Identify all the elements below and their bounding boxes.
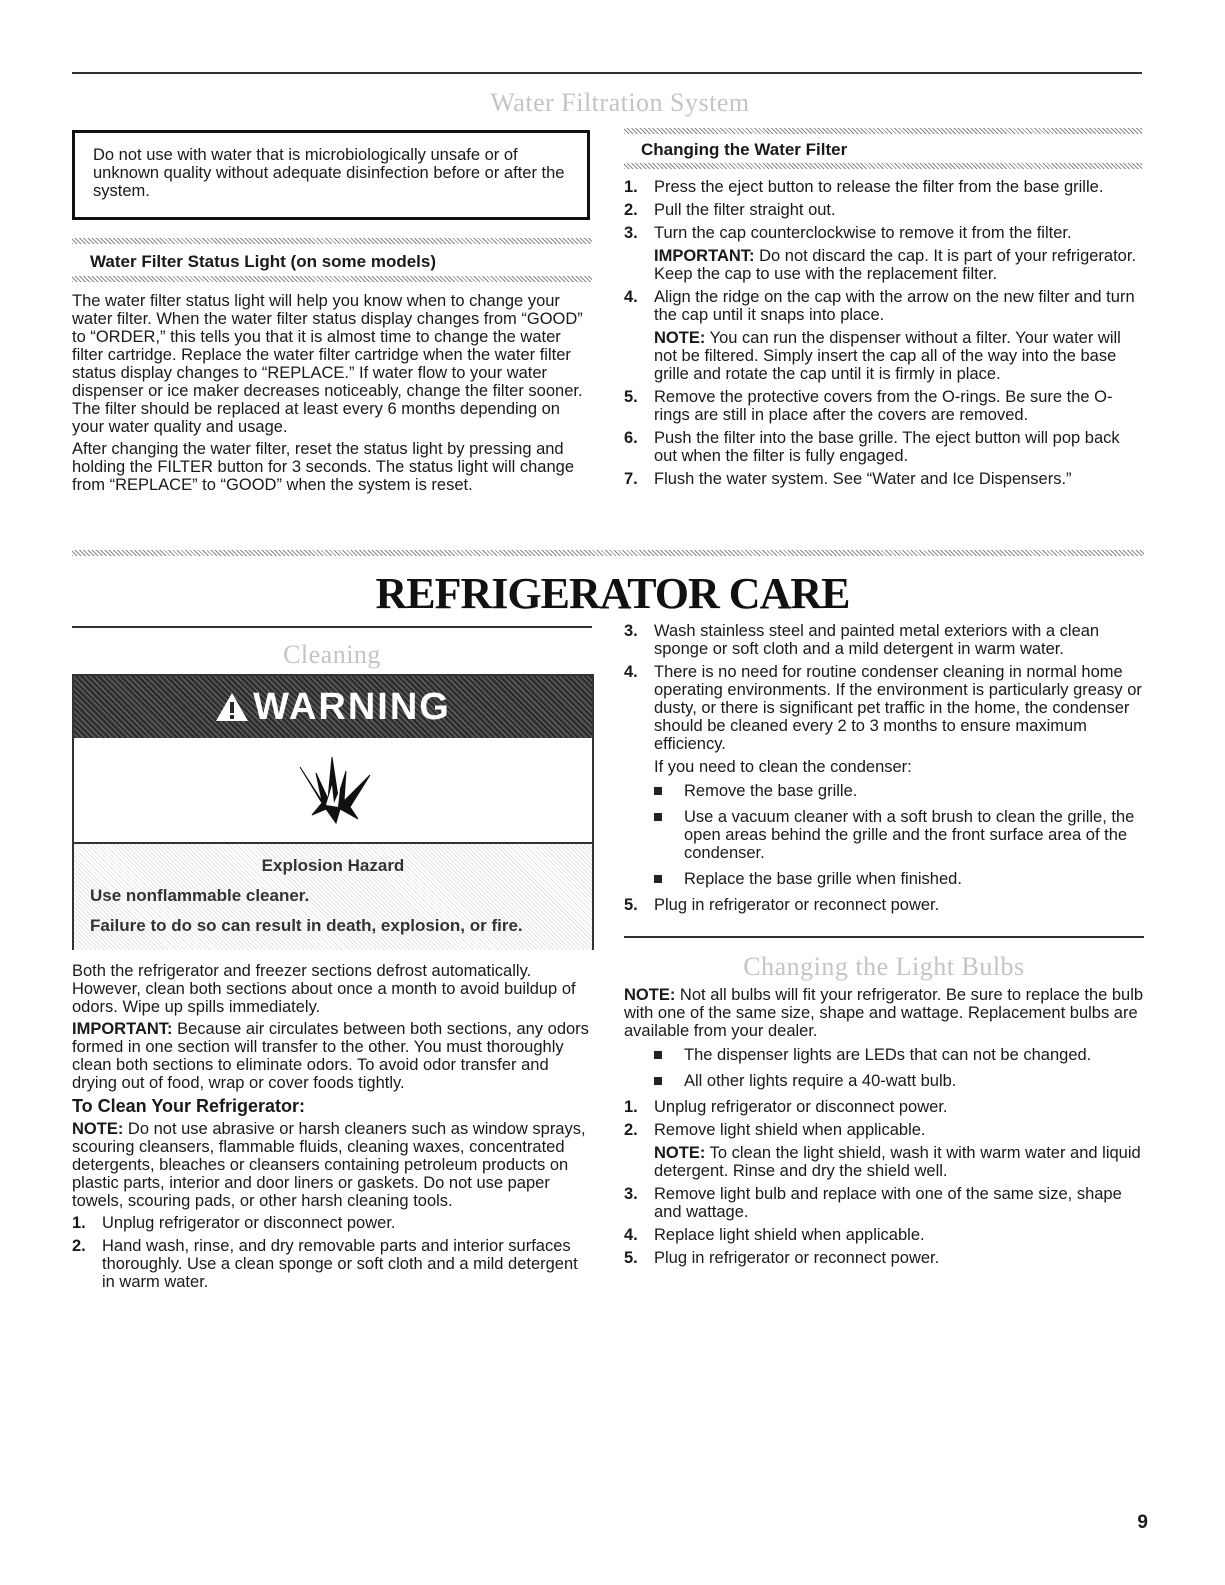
divider bbox=[72, 238, 592, 244]
hazard-title: Explosion Hazard bbox=[261, 856, 405, 875]
cleaning-title: Cleaning bbox=[283, 640, 381, 669]
warning-box bbox=[72, 674, 594, 950]
light-bulbs-rule bbox=[624, 936, 1144, 938]
light-bulbs-text bbox=[624, 986, 1144, 1272]
changing-filter-steps bbox=[624, 178, 1146, 493]
section-divider bbox=[72, 550, 1144, 556]
divider bbox=[72, 276, 592, 282]
bullet-item: Replace the base grille when finished. bbox=[624, 870, 1144, 888]
list-item: 3. Turn the cap counterclockwise to remove it from the filter. IMPORTANT: Do not discard the cap. It is part of your refrigerator. Keep the cap to use with the replacement filter. bbox=[624, 224, 1146, 283]
bullet-item: The dispenser lights are LEDs that can not be changed. bbox=[624, 1046, 1144, 1064]
status-light-para2: After changing the water filter, reset the status light by pressing and holding the FILTER button for 3 seconds. The status light will change from “REPLACE” to “GOOD” when the system is reset. bbox=[72, 440, 575, 494]
status-light-para1: The water filter status light will help you know when to change your water filter. When the water filter status display changes from “GOOD” to “ORDER,” this tells you that it is almost time to change the water filter cartridge. Replace the water filter cartridge when the water filter status display changes to “REPLACE.” If water flow to your water dispenser or ice maker decreases noticeably, change the filter sooner. The filter should be replaced at least every 6 months depending on your water quality and usage. bbox=[72, 292, 583, 436]
light-bulbs-note: NOTE: Not all bulbs will fit your refrigerator. Be sure to replace the bulb with one of the same size, shape and wattage. Replacement bulbs are available from your dealer. bbox=[624, 986, 1144, 1040]
warning-label: WARNING bbox=[253, 685, 451, 728]
to-clean-heading: To Clean Your Refrigerator: bbox=[72, 1096, 306, 1116]
list-item: 7. Flush the water system. See “Water and Ice Dispensers.” bbox=[624, 470, 1072, 488]
condenser-bullets bbox=[624, 782, 1144, 888]
list-item: 2. Hand wash, rinse, and dry removable parts and interior surfaces thoroughly. Use a clean sponge or soft cloth and a mild detergent in warm water. bbox=[72, 1237, 578, 1291]
light-bulbs-bullets bbox=[624, 1046, 1144, 1090]
list-item: 1. Unplug refrigerator or disconnect power. bbox=[72, 1214, 396, 1232]
light-bulbs-title: Changing the Light Bulbs bbox=[743, 952, 1025, 981]
warning-text bbox=[74, 844, 592, 950]
step-note: IMPORTANT: Do not discard the cap. It is part of your refrigerator. Keep the cap to use with the replacement filter. bbox=[654, 247, 1137, 283]
bullet-item: Remove the base grille. bbox=[624, 782, 1144, 800]
refrigerator-care-title: REFRIGERATOR CARE bbox=[375, 569, 850, 618]
divider bbox=[624, 128, 1142, 134]
step-note: NOTE: To clean the light shield, wash it with warm water and liquid detergent. Rinse and dry the shield well. bbox=[654, 1144, 1141, 1180]
cleaning-steps bbox=[72, 1214, 594, 1291]
warning-triangle-icon bbox=[215, 691, 249, 723]
divider bbox=[624, 163, 1142, 169]
list-item: 3. Remove light bulb and replace with one of the same size, shape and wattage. bbox=[624, 1185, 1122, 1221]
cleaning-text bbox=[72, 962, 594, 1296]
list-item: 4. There is no need for routine condenser cleaning in normal home operating environments. If the environment is particularly greasy or dusty, or there is significant pet traffic in the home, the condenser should be cleaned every 2 to 3 months to ensure maximum efficiency. If you need to clean the condenser: Remove the base grille. Use a vacuum cleaner with a soft brush to clean the grille, the open areas behind the grille and the front surface area of the condenser. Replace the base grille when finished. bbox=[624, 663, 1144, 888]
status-light-heading: Water Filter Status Light (on some models) bbox=[90, 252, 437, 271]
cleaning-note: NOTE: Do not use abrasive or harsh cleaners such as window sprays, scouring cleansers, flammable fluids, cleaning waxes, concentrated detergents, bleaches or cleansers containing petroleum products on plastic parts, interior and door liners or gaskets. Do not use paper towels, scouring pads, or other harsh cleaning tools. bbox=[72, 1120, 586, 1210]
warning-header bbox=[74, 676, 592, 738]
list-item: 1. Press the eject button to release the filter from the base grille. bbox=[624, 178, 1104, 196]
water-filtration-title: Water Filtration System bbox=[490, 88, 750, 117]
bullet-item: Use a vacuum cleaner with a soft brush to clean the grille, the open areas behind the grille and the front surface area of the condenser. bbox=[624, 808, 1144, 862]
page-number: 9 bbox=[1137, 1512, 1148, 1533]
list-item: 1. Unplug refrigerator or disconnect power. bbox=[624, 1098, 948, 1116]
status-light-text bbox=[72, 292, 594, 498]
caution-text: Do not use with water that is microbiologically unsafe or of unknown quality without adequate disinfection before or after the system. bbox=[93, 146, 565, 200]
list-item: 3. Wash stainless steel and painted metal exteriors with a clean sponge or soft cloth and a mild detergent in warm water. bbox=[624, 622, 1100, 658]
cleaning-para2: IMPORTANT: Because air circulates between both sections, any odors formed in one section will transfer to the other. You must thoroughly clean both sections to eliminate odors. To avoid odor transfer and drying out of food, wrap or cover foods tightly. bbox=[72, 1020, 589, 1092]
warning-line2: Failure to do so can result in death, explosion, or fire. bbox=[90, 916, 523, 935]
list-item: 6. Push the filter into the base grille. The eject button will pop back out when the filter is fully engaged. bbox=[624, 429, 1120, 465]
warning-line1: Use nonflammable cleaner. bbox=[90, 886, 310, 905]
list-item: 4. Align the ridge on the cap with the arrow on the new filter and turn the cap until it snaps into place. NOTE: You can run the dispenser without a filter. Your water will not be filtered. Simply insert the cap all of the way into the base grille and rotate the cap until it is firmly in place. bbox=[624, 288, 1146, 383]
explosion-symbol-area bbox=[74, 738, 592, 844]
step-note: NOTE: You can run the dispenser without a filter. Your water will not be filtered. Simply insert the cap all of the way into the base grille and rotate the cap until it is firmly in place. bbox=[654, 329, 1121, 383]
explosion-icon bbox=[288, 745, 378, 835]
bullet-item: All other lights require a 40-watt bulb. bbox=[624, 1072, 1144, 1090]
condenser-intro: If you need to clean the condenser: bbox=[654, 758, 912, 776]
cleaning-steps-continued bbox=[624, 622, 1144, 919]
list-item: 5. Remove the protective covers from the O-rings. Be sure the O-rings are still in place after the covers are removed. bbox=[624, 388, 1113, 424]
list-item: 2. Pull the filter straight out. bbox=[624, 201, 836, 219]
list-item: 5. Plug in refrigerator or reconnect power. bbox=[624, 896, 940, 914]
top-rule bbox=[72, 72, 1142, 74]
changing-filter-heading: Changing the Water Filter bbox=[641, 140, 848, 159]
list-item: 4. Replace light shield when applicable. bbox=[624, 1226, 925, 1244]
cleaning-rule bbox=[72, 626, 592, 628]
list-item: 2. Remove light shield when applicable. NOTE: To clean the light shield, wash it with warm water and liquid detergent. Rinse and dry the shield well. bbox=[624, 1121, 1144, 1180]
list-item: 5. Plug in refrigerator or reconnect power. bbox=[624, 1249, 940, 1267]
caution-box bbox=[72, 130, 590, 220]
light-bulbs-steps bbox=[624, 1098, 1144, 1267]
cleaning-para1: Both the refrigerator and freezer sections defrost automatically. However, clean both sections about once a month to avoid buildup of odors. Wipe up spills immediately. bbox=[72, 962, 576, 1016]
